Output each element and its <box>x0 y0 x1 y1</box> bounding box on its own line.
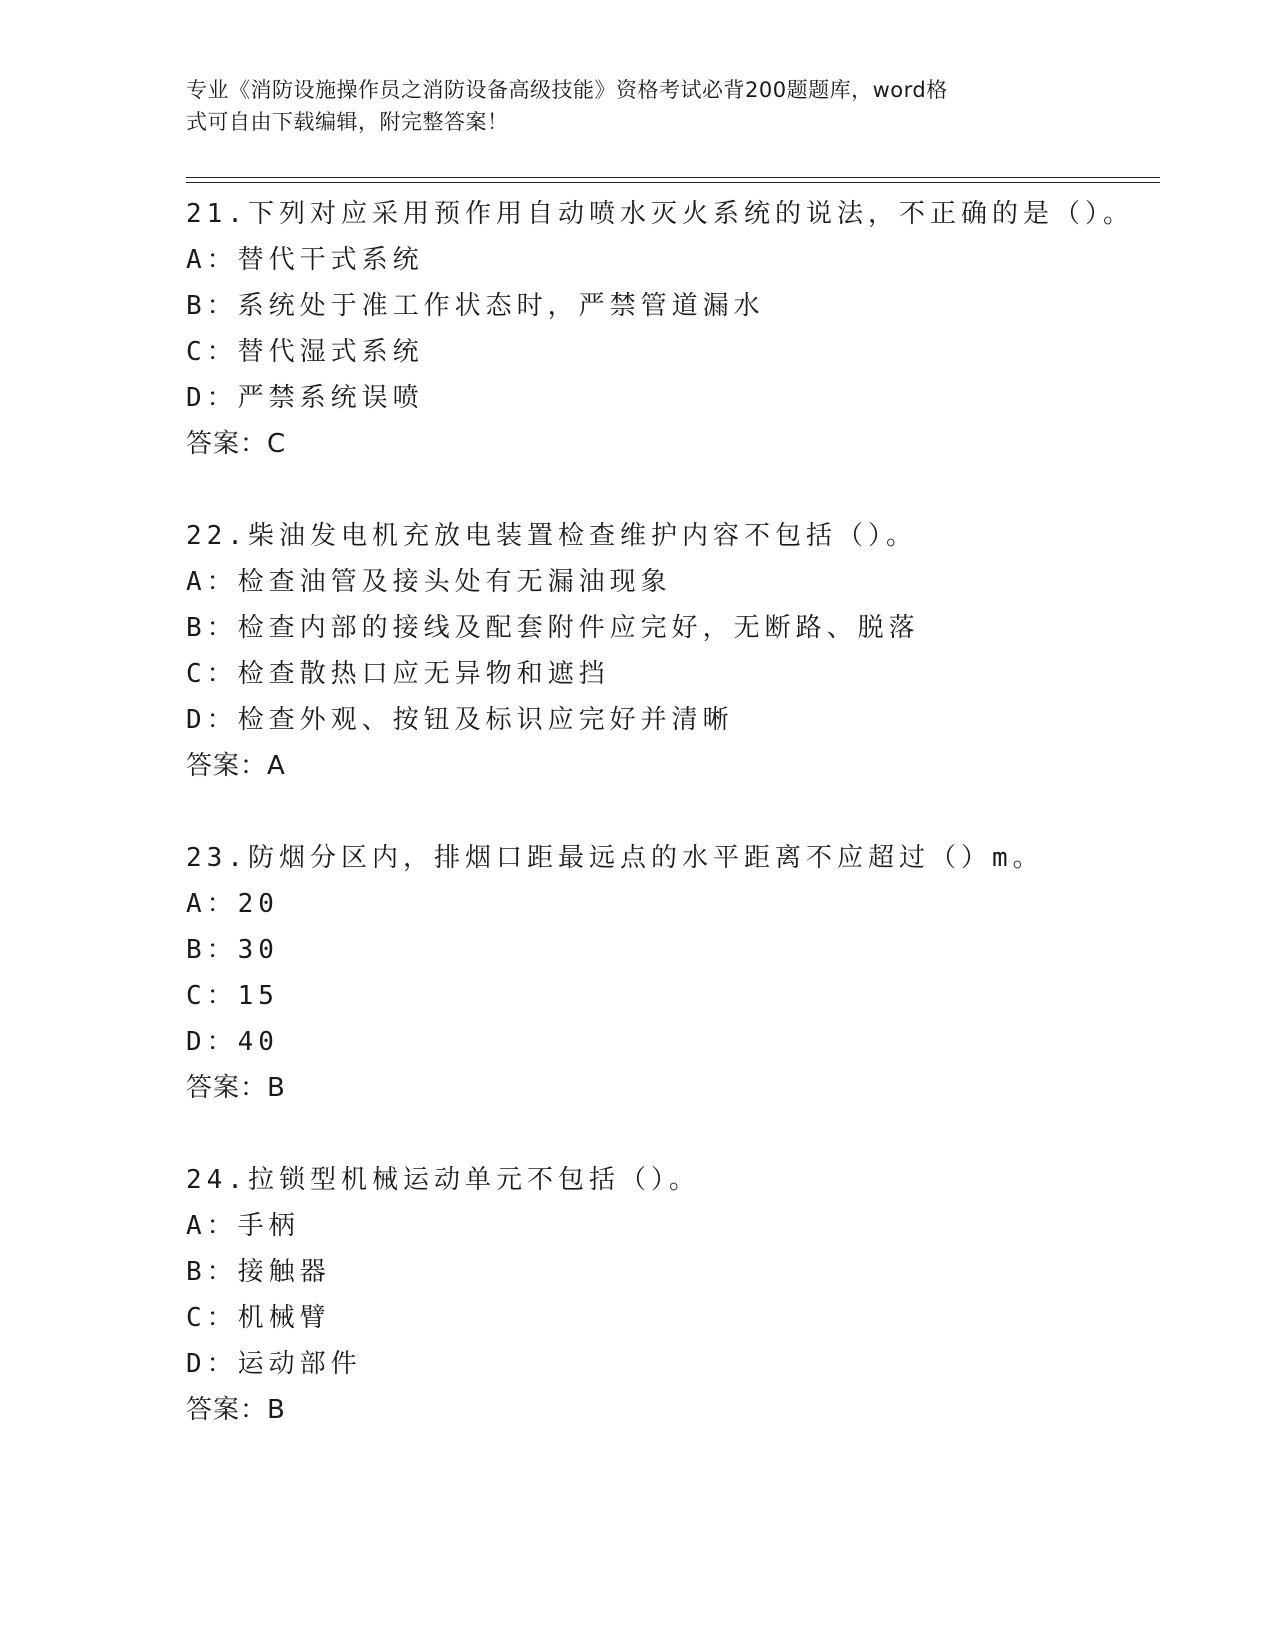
option-b: B：检查内部的接线及配套附件应完好，无断路、脱落 <box>186 613 920 643</box>
question-stem: 22.柴油发电机充放电装置检查维护内容不包括（）。 <box>186 521 917 551</box>
question-stem: 21.下列对应采用预作用自动喷水灭火系统的说法，不正确的是（）。 <box>186 199 1134 229</box>
question-22 <box>186 513 1166 789</box>
question-21 <box>186 191 1166 467</box>
option-b: B：接触器 <box>186 1257 331 1287</box>
option-c: C：检查散热口应无异物和遮挡 <box>186 659 610 689</box>
option-c: C：替代湿式系统 <box>186 337 424 367</box>
header-divider-top <box>186 177 1160 178</box>
question-stem: 23.防烟分区内，排烟口距最远点的水平距离不应超过（）m。 <box>186 843 1044 873</box>
option-a: A：手柄 <box>186 1211 300 1241</box>
header-line-2: 式可自由下载编辑，附完整答案！ <box>186 110 509 134</box>
answer: 答案：B <box>186 1073 286 1103</box>
option-c: C：机械臂 <box>186 1303 331 1333</box>
question-23 <box>186 835 1166 1111</box>
option-a: A：检查油管及接头处有无漏油现象 <box>186 567 672 597</box>
option-d: D：运动部件 <box>186 1349 362 1379</box>
document-header <box>186 74 1076 138</box>
header-divider-bottom <box>186 182 1160 183</box>
header-line-1: 专业《消防设施操作员之消防设备高级技能》资格考试必背200题题库，word格 <box>186 78 948 102</box>
question-24 <box>186 1157 1166 1433</box>
answer: 答案：B <box>186 1395 286 1425</box>
option-d: D：严禁系统误喷 <box>186 383 424 413</box>
option-b: B：30 <box>186 935 279 965</box>
option-a: A：20 <box>186 889 279 919</box>
option-c: C：15 <box>186 981 279 1011</box>
question-stem: 24.拉锁型机械运动单元不包括（）。 <box>186 1165 700 1195</box>
answer: 答案：C <box>186 429 287 459</box>
option-d: D：40 <box>186 1027 279 1057</box>
option-b: B：系统处于准工作状态时，严禁管道漏水 <box>186 291 765 321</box>
answer: 答案：A <box>186 751 286 781</box>
option-a: A：替代干式系统 <box>186 245 424 275</box>
option-d: D：检查外观、按钮及标识应完好并清晰 <box>186 705 734 735</box>
